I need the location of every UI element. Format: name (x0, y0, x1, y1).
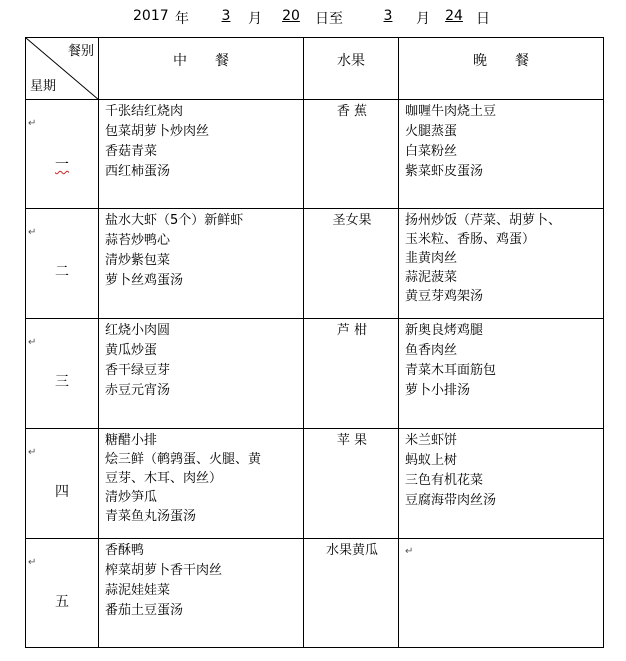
table-row (26, 100, 604, 209)
day-cell: ↵ 一 (26, 100, 99, 209)
lunch-cell (99, 429, 304, 539)
weekly-menu-table (25, 37, 604, 648)
title-month-char-2: 月 (416, 11, 430, 27)
corner-meal-label: 餐别 (67, 44, 94, 59)
lunch-cell (99, 209, 304, 319)
lunch-item: 蒜苔炒鸭心 (105, 233, 171, 248)
dinner-item: 新奥良烤鸡腿 (405, 323, 484, 338)
lunch-item: 香酥鸭 (105, 543, 145, 558)
title-month-char-1: 月 (248, 11, 262, 27)
dinner-item: 蚂蚁上树 (405, 453, 458, 468)
lunch-item: 千张结红烧肉 (105, 104, 184, 119)
title-year-char: 年 (175, 11, 189, 27)
lunch-item: 青菜鱼丸汤蛋汤 (105, 509, 197, 524)
dinner-cell (399, 319, 604, 429)
menu-title (0, 8, 626, 28)
dinner-item: 紫菜虾皮蛋汤 (405, 164, 484, 179)
fruit-item: 芦 柑 (336, 323, 368, 338)
dinner-cell (399, 429, 604, 539)
lunch-item: 清炒紫包菜 (105, 253, 171, 268)
dinner-item: 蒜泥菠菜 (405, 270, 458, 285)
day-label: 五 (55, 594, 69, 610)
title-start-month: 3 (221, 8, 231, 24)
fruit-cell (304, 319, 399, 429)
lunch-item: 赤豆元宵汤 (105, 383, 171, 398)
dinner-header-cell (399, 38, 604, 100)
lunch-item: 蒜泥娃娃菜 (105, 583, 171, 598)
dinner-cell (399, 209, 604, 319)
day-label: 四 (55, 484, 69, 500)
fruit-item: 水果黄瓜 (325, 543, 378, 558)
fruit-cell (304, 429, 399, 539)
day-cell: ↵ 二 (26, 209, 99, 319)
fruit-item: 圣女果 (332, 213, 372, 228)
dinner-item: 青菜木耳面筋包 (405, 363, 497, 378)
dinner-item: 白菜粉丝 (405, 144, 458, 159)
day-cell: ↵ 五 (26, 539, 99, 648)
dinner-item: 扬州炒饭（芹菜、胡萝卜、 (405, 213, 562, 228)
lunch-cell (99, 100, 304, 209)
day-label: 二 (55, 264, 69, 280)
title-year: 2017 (133, 8, 169, 24)
dinner-cell (399, 100, 604, 209)
dinner-item: 米兰虾饼 (405, 433, 458, 448)
table-row (26, 209, 604, 319)
dinner-item: 黄豆芽鸡架汤 (405, 289, 484, 304)
fruit-item: 苹 果 (336, 433, 368, 448)
empty-paragraph-mark: ↵ (405, 546, 414, 557)
dinner-item: 鱼香肉丝 (405, 343, 458, 358)
lunch-item: 红烧小肉圆 (105, 323, 171, 338)
title-end-month: 3 (383, 8, 393, 24)
corner-weekday-label: 星期 (30, 79, 57, 94)
dinner-item: 豆腐海带肉丝汤 (405, 493, 497, 508)
dinner-header: 晚 餐 (473, 53, 529, 69)
day-label: 三 (55, 374, 69, 390)
fruit-cell (304, 539, 399, 648)
day-cell: ↵ 三 (26, 319, 99, 429)
table-row (26, 539, 604, 648)
lunch-item: 西红柿蛋汤 (105, 164, 171, 179)
dinner-item: 三色有机花菜 (405, 473, 484, 488)
lunch-item: 番茄土豆蛋汤 (105, 603, 184, 618)
dinner-cell (399, 539, 604, 648)
fruit-header-cell (304, 38, 399, 100)
fruit-item: 香 蕉 (336, 104, 368, 119)
lunch-header: 中 餐 (173, 53, 229, 69)
fruit-cell (304, 100, 399, 209)
day-cell: ↵ 四 (26, 429, 99, 539)
dinner-item: 玉米粒、香肠、鸡蛋） (405, 232, 536, 247)
lunch-item: 烩三鲜（鹌鹑蛋、火腿、黄 (105, 452, 262, 467)
fruit-cell (304, 209, 399, 319)
dinner-item: 火腿蒸蛋 (405, 124, 458, 139)
lunch-item: 盐水大虾（5个）新鲜虾 (105, 213, 244, 228)
title-end-day: 24 (445, 8, 463, 24)
lunch-item: 黄瓜炒蛋 (105, 343, 158, 358)
lunch-item: 香干绿豆芽 (105, 363, 171, 378)
lunch-item: 包菜胡萝卜炒肉丝 (105, 124, 210, 139)
dinner-item: 韭黄肉丝 (405, 251, 458, 266)
lunch-cell (99, 319, 304, 429)
fruit-header: 水果 (337, 53, 365, 69)
table-row (26, 429, 604, 539)
title-day-char: 日 (476, 11, 490, 27)
title-day-to: 日至 (315, 11, 343, 27)
dinner-item: 萝卜小排汤 (405, 383, 471, 398)
lunch-cell (99, 539, 304, 648)
lunch-item: 清炒笋瓜 (105, 490, 158, 505)
day-label: 一 (55, 157, 69, 173)
lunch-header-cell (99, 38, 304, 100)
lunch-item: 榨菜胡萝卜香干肉丝 (105, 563, 223, 578)
title-start-day: 20 (282, 8, 300, 24)
table-row (26, 319, 604, 429)
lunch-item: 豆芽、木耳、肉丝） (105, 471, 223, 486)
header-row (26, 38, 604, 100)
lunch-item: 香菇青菜 (105, 144, 158, 159)
lunch-item: 糖醋小排 (105, 433, 158, 448)
lunch-item: 萝卜丝鸡蛋汤 (105, 273, 184, 288)
corner-header-cell (26, 38, 99, 100)
dinner-item: 咖喱牛肉烧土豆 (405, 104, 497, 119)
